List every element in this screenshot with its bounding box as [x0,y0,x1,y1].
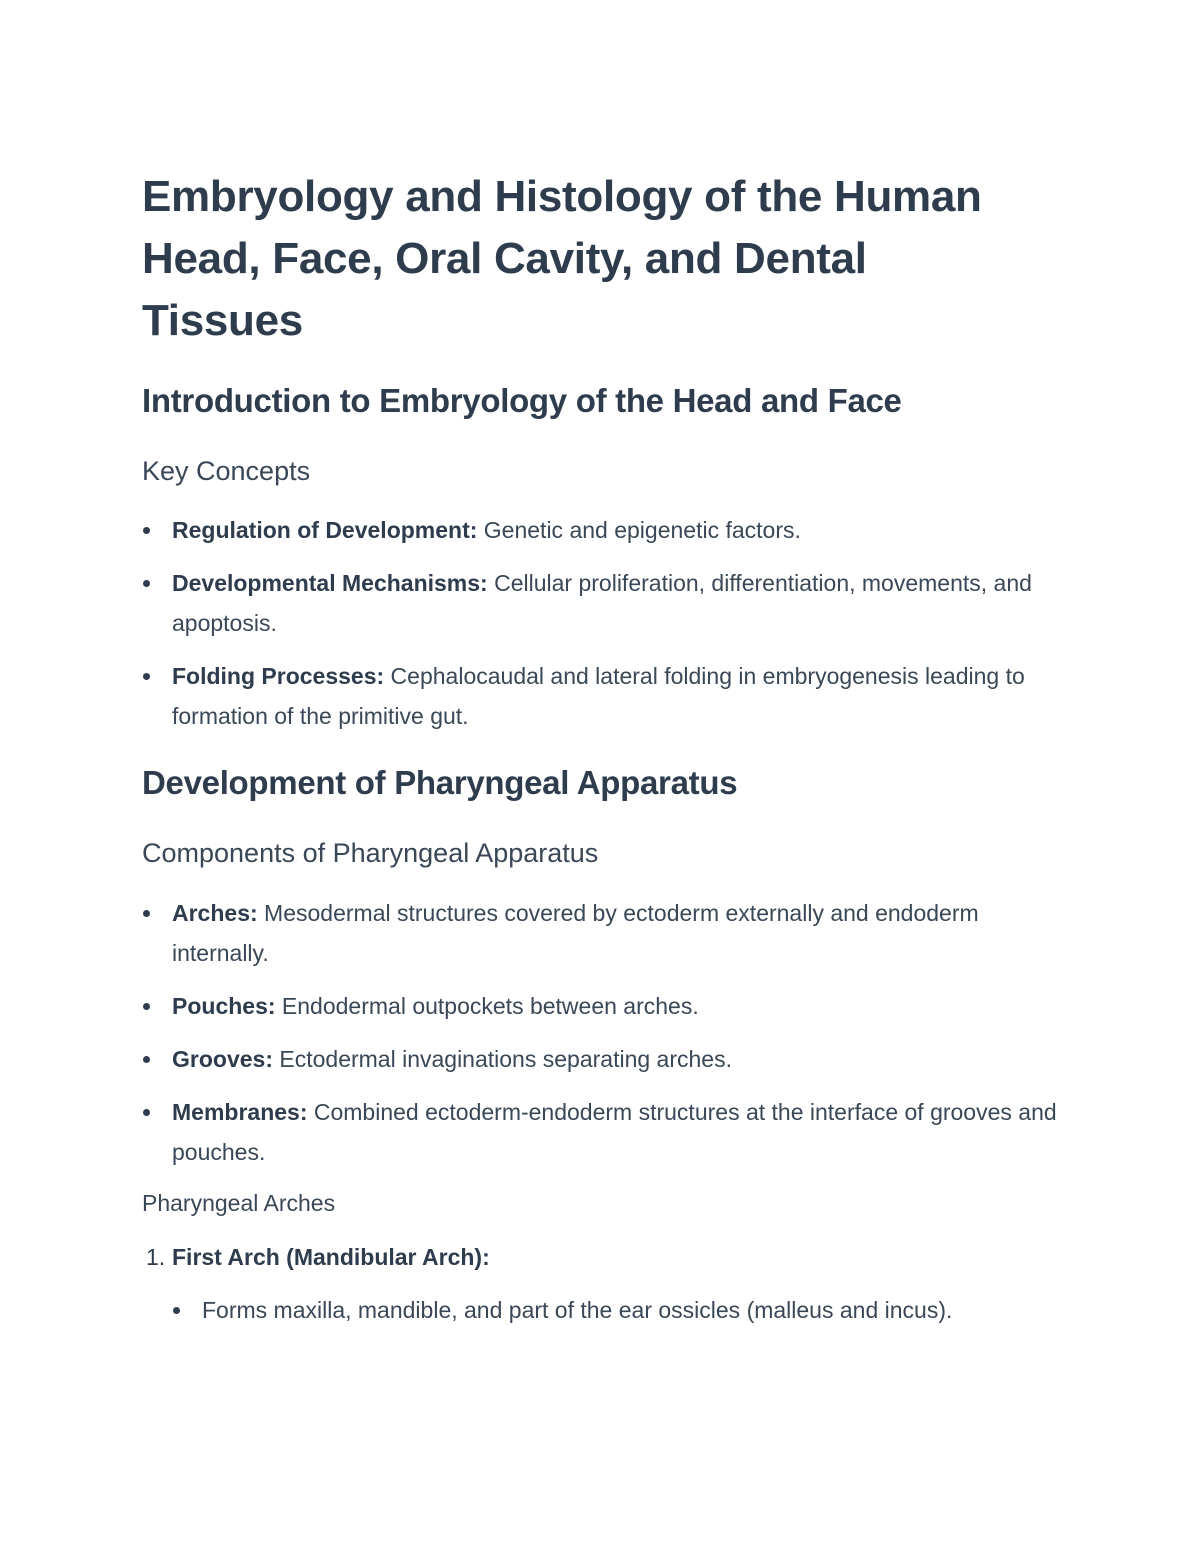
first-arch-sublist [172,1290,1042,1330]
bullet-icon [143,1056,150,1063]
bullet-icon [143,910,150,917]
list-item-text: Cephalocaudal and lateral folding in embryogenesis leading to formation of the primitive gut. [172,663,1025,729]
ordered-list-item [142,1237,1072,1277]
ordered-list-label: First Arch (Mandibular Arch): [172,1244,490,1270]
list-item-text: Endodermal outpockets between arches. [275,993,699,1019]
bullet-icon [143,527,150,534]
list-item [142,1039,1072,1079]
sublist-item [172,1290,1042,1330]
bullet-icon [143,1003,150,1010]
list-item-text: Mesodermal structures covered by ectoderm externally and endoderm internally. [172,900,979,966]
list-item-text: Ectodermal invaginations separating arches. [272,1046,732,1072]
list-item-text: Genetic and epigenetic factors. [477,517,801,543]
list-item [142,1092,1072,1172]
bullet-icon [143,580,150,587]
sublist-item-text: Forms maxilla, mandible, and part of the ear ossicles (malleus and incus). [202,1297,953,1323]
list-item-term: Arches: [172,900,258,926]
list-item-term: Developmental Mechanisms: [172,570,488,596]
list-item [142,986,1072,1026]
ordered-list-number: 1. [146,1244,166,1270]
key-concepts-list [142,510,1072,749]
components-list [142,893,1072,1185]
list-item-text: Cellular proliferation, differentiation, movements, and apoptosis. [172,570,1032,636]
minor-heading-pharyngeal-arches: Pharyngeal Arches [142,1190,336,1216]
list-item [142,656,1072,736]
section-heading-pharyngeal: Development of Pharyngeal Apparatus [142,764,738,801]
list-item-term: Pouches: [172,993,276,1019]
list-item-term: Folding Processes: [172,663,385,689]
bullet-icon [143,1109,150,1116]
list-item-term: Membranes: [172,1099,308,1125]
subheading-components: Components of Pharyngeal Apparatus [142,838,599,868]
subheading-key-concepts: Key Concepts [142,456,311,486]
bullet-icon [143,673,150,680]
list-item [142,563,1072,643]
section-heading-introduction: Introduction to Embryology of the Head and Face [142,382,902,419]
bullet-icon [173,1307,180,1314]
list-item-term: Regulation of Development: [172,517,478,543]
list-item-term: Grooves: [172,1046,273,1072]
list-item-text: Combined ectoderm-endoderm structures at the interface of grooves and pouches. [172,1099,1057,1165]
list-item [142,893,1072,973]
list-item [142,510,1072,550]
document-title: Embryology and Histology of the Human Head, Face, Oral Cavity, and Dental Tissues [142,172,982,345]
